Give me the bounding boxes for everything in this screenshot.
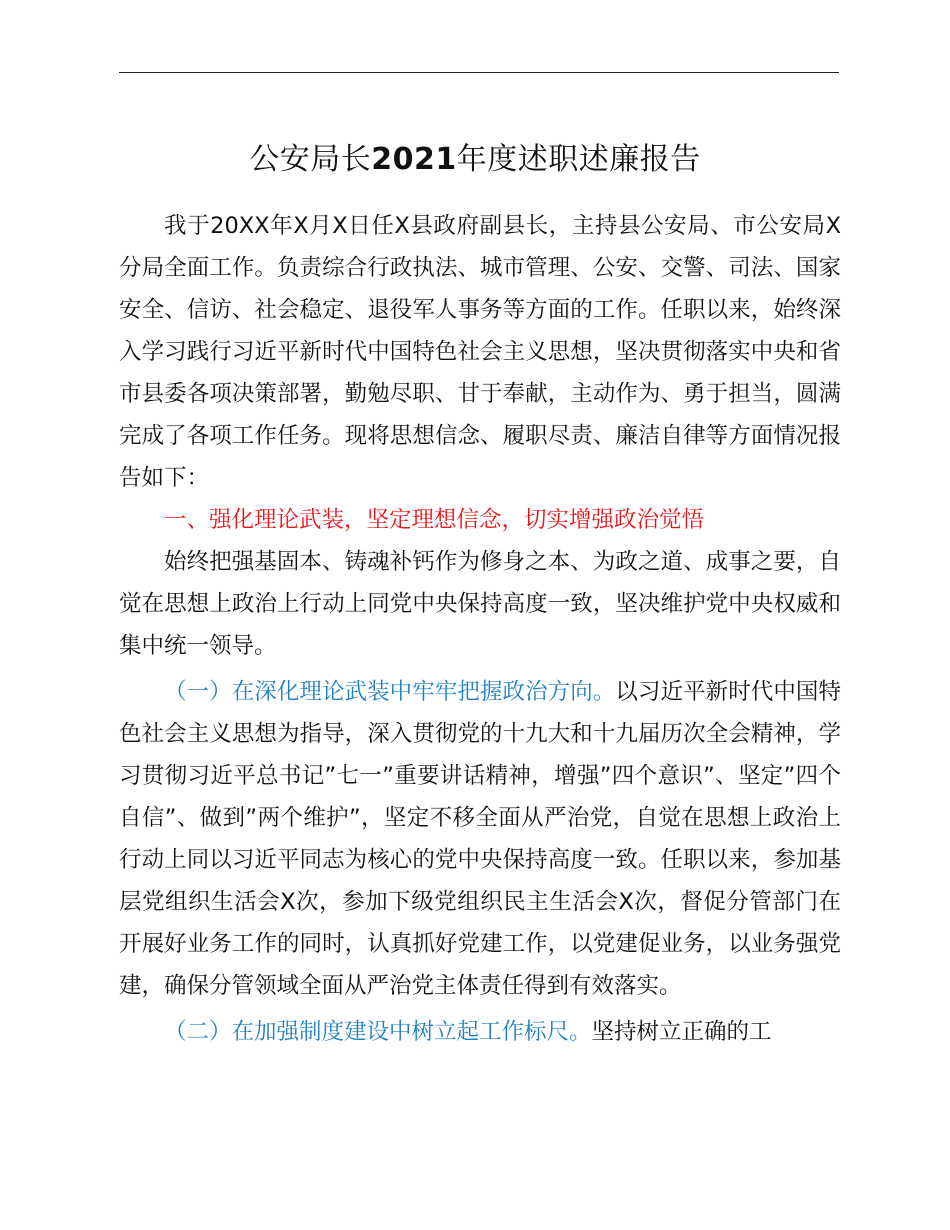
title-prefix: 公安局长 [249,142,372,177]
document-title [0,138,950,182]
subsection-heading-2: （二）在加强制度建设中树立起工作标尺。 [164,1019,592,1045]
subsection-2-text: 坚持树立正确的工 [591,1019,772,1045]
subsection-heading-1: （一）在深化理论武装中牢牢把握政治方向。 [164,679,616,705]
intro-paragraph: 我于20XX年X月X日任X县政府副县长，主持县公安局、市公安局X分局全面工作。负责综合行政执法、城市管理、公安、交警、司法、国家安全、信访、社会稳定、退役军人事务等方面的工作。任职以来，始终深入学习践行习近平新时代中国特色社会主义思想，坚决贯彻落实中央和省市县委各项决策部署，勤勉尽职、甘于奉献，主动作为、勇于担当，圆满完成了各项工作任务。现将思想信念、履职尽责、廉洁自律等方面情况报告如下： [119,213,841,491]
subsection-2-paragraph [119,1011,841,1053]
subsection-1-paragraph [119,671,841,1007]
header-rule [119,72,839,73]
section-heading-1: 一、强化理论武装，坚定理想信念，切实增强政治觉悟 [164,507,705,533]
subsection-1-text: 以习近平新时代中国特色社会主义思想为指导，深入贯彻党的十九大和十九届历次全会精神，学习贯彻习近平总书记”七一”重要讲话精神，增强”四个意识”、坚定”四个自信”、做到”两个维护”，坚定不移全面从严治党，自觉在思想上政治上行动上同以习近平同志为核心的党中央保持高度一致。任职以来，参加基层党组织生活会X次，参加下级党组织民主生活会X次，督促分管部门在开展好业务工作的同时，认真抓好党建工作，以党建促业务，以业务强党建，确保分管领域全面从严治党主体责任得到有效落实。 [119,679,841,999]
section-1-paragraph: 始终把强基固本、铸魂补钙作为修身之本、为政之道、成事之要，自觉在思想上政治上行动上同党中央保持高度一致，坚决维护党中央权威和集中统一领导。 [119,549,841,659]
document-body [119,205,841,1053]
title-suffix: 年度述职述廉报告 [456,142,701,177]
title-year: 2021 [371,142,457,177]
